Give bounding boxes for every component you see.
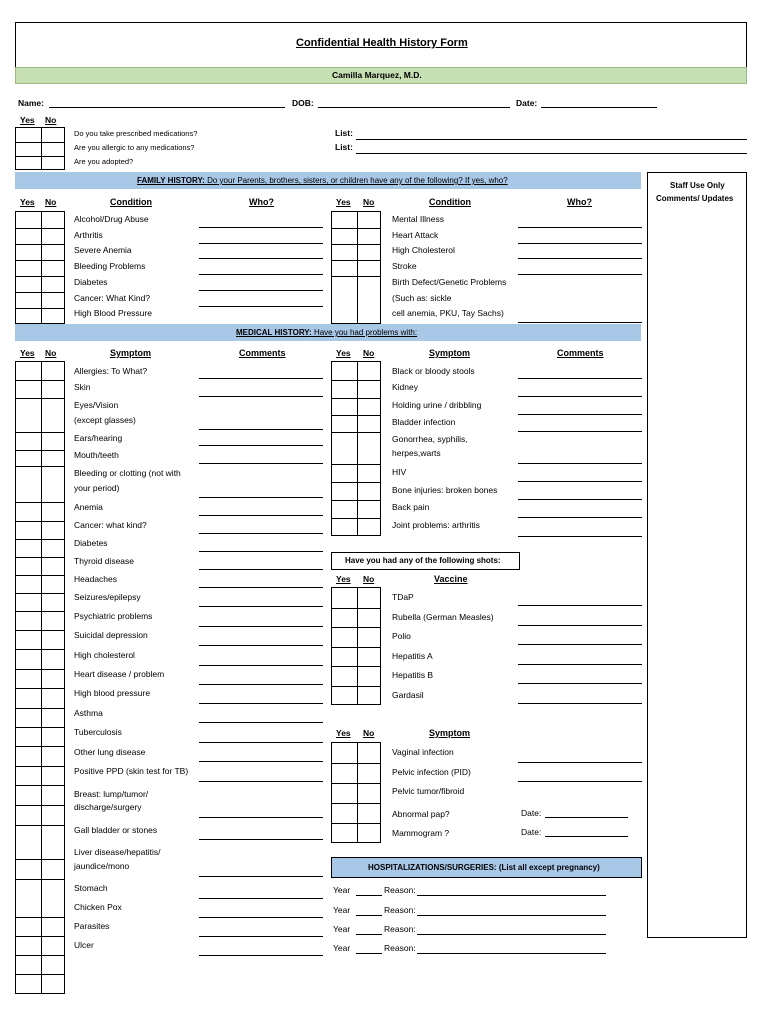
yes-header: Yes xyxy=(336,728,351,738)
allergies-list-field[interactable] xyxy=(356,153,747,154)
vaccine-comment-field[interactable] xyxy=(518,644,642,645)
medical-symptom: Joint problems: arthritis xyxy=(392,520,480,530)
medical-comment-field[interactable] xyxy=(199,722,323,723)
medical-symptom: Positive PPD (skin test for TB) xyxy=(74,766,189,776)
family-who-field[interactable] xyxy=(199,306,323,307)
medical-comment-field[interactable] xyxy=(199,626,323,627)
women-comment-field[interactable] xyxy=(518,781,642,782)
medical-history-heading xyxy=(236,327,417,338)
family-condition: Diabetes xyxy=(74,276,108,287)
family-who-field[interactable] xyxy=(518,243,642,244)
medical-symptom: High cholesterol xyxy=(74,650,135,660)
vaccine-comment-field[interactable] xyxy=(518,625,642,626)
medical-comment-field[interactable] xyxy=(518,431,642,432)
symptom-header: Symptom xyxy=(429,728,471,738)
medical-symptom: Eyes/Vision xyxy=(74,400,119,410)
medical-symptom: Headaches xyxy=(74,574,118,584)
medical-symptom: Gonorrhea, syphilis, xyxy=(392,434,468,444)
year-label: Year xyxy=(333,885,351,895)
no-header: No xyxy=(45,197,57,207)
women-symptom: Vaginal infection xyxy=(392,747,454,757)
medical-symptom: Anemia xyxy=(74,502,103,512)
medical-symptom: Stomach xyxy=(74,883,108,893)
shots-title: Have you had any of the following shots: xyxy=(345,556,501,565)
medical-comment-field[interactable] xyxy=(518,463,642,464)
yes-header: Yes xyxy=(20,197,35,207)
family-who-field[interactable] xyxy=(199,290,323,291)
family-right-checkbox-grid[interactable] xyxy=(331,211,381,324)
medical-comment-field[interactable] xyxy=(518,414,642,415)
medical-symptom: Bleeding or clotting (not with xyxy=(74,468,181,478)
women-symptom: Pelvic tumor/fibroid xyxy=(392,786,465,796)
medical-comment-field[interactable] xyxy=(199,497,323,498)
medical-comment-field[interactable] xyxy=(199,429,323,430)
women-checkbox-grid[interactable] xyxy=(331,742,381,843)
family-condition: Birth Defect/Genetic Problems xyxy=(392,276,507,287)
medical-comment-field[interactable] xyxy=(199,917,323,918)
pap-date-label: Date: xyxy=(521,808,542,818)
vaccine-name: Hepatitis A xyxy=(392,650,433,661)
medical-comment-field[interactable] xyxy=(199,569,323,570)
women-symptom: Abnormal pap? xyxy=(392,808,450,819)
medical-symptom: Bladder infection xyxy=(392,417,456,427)
vaccine-name: Hepatitis B xyxy=(392,670,434,680)
reason-label: Reason: xyxy=(384,943,416,953)
medical-comment-field[interactable] xyxy=(199,665,323,666)
medical-right-checkbox-grid[interactable] xyxy=(331,361,381,536)
family-condition: Bleeding Problems xyxy=(74,261,146,272)
medical-symptom: Diabetes xyxy=(74,538,108,548)
no-header: No xyxy=(363,197,375,207)
year-field[interactable] xyxy=(356,934,382,935)
year-field[interactable] xyxy=(356,895,382,896)
year-label: Year xyxy=(333,943,351,953)
vaccine-name: TDaP xyxy=(392,592,414,602)
family-who-field[interactable] xyxy=(199,243,323,244)
medical-comment-field[interactable] xyxy=(199,742,323,743)
staff-comments-label: Comments/ Updates xyxy=(656,194,734,203)
comments-header: Comments xyxy=(557,348,604,358)
medical-symptom: Black or bloody stools xyxy=(392,366,475,376)
no-header: No xyxy=(363,348,375,358)
medical-comment-field[interactable] xyxy=(518,378,642,379)
family-who-field[interactable] xyxy=(518,227,642,228)
medical-comment-field[interactable] xyxy=(199,533,323,534)
condition-header: Condition xyxy=(429,197,471,207)
medical-symptom: Tuberculosis xyxy=(74,727,122,737)
family-who-field[interactable] xyxy=(199,227,323,228)
medical-symptom: Chicken Pox xyxy=(74,902,122,912)
medical-history-title: MEDICAL HISTORY: xyxy=(236,328,312,337)
intro-question: Do you take prescribed medications? xyxy=(74,129,198,138)
year-field[interactable] xyxy=(356,915,382,916)
medical-comment-field[interactable] xyxy=(199,378,323,379)
vaccine-name: Gardasil xyxy=(392,689,424,700)
vaccine-name: Rubella (German Measles) xyxy=(392,611,494,622)
medical-symptom: Suicidal depression xyxy=(74,630,148,640)
yes-header: Yes xyxy=(20,115,35,125)
year-label: Year xyxy=(333,924,351,934)
name-field[interactable] xyxy=(49,107,285,108)
medical-comment-field[interactable] xyxy=(199,606,323,607)
medical-comment-field[interactable] xyxy=(199,551,323,552)
medical-symptom: discharge/surgery xyxy=(74,802,142,812)
family-who-field[interactable] xyxy=(518,258,642,259)
medical-comment-field[interactable] xyxy=(518,499,642,500)
reason-label: Reason: xyxy=(384,905,416,915)
medical-symptom: Heart disease / problem xyxy=(74,669,165,679)
medical-comment-field[interactable] xyxy=(199,761,323,762)
dob-label: DOB: xyxy=(292,98,314,108)
medical-comment-field[interactable] xyxy=(518,517,642,518)
medical-symptom: High blood pressure xyxy=(74,688,151,698)
no-header: No xyxy=(45,348,57,358)
family-condition: Arthritis xyxy=(74,229,103,240)
medical-symptom: Seizures/epilepsy xyxy=(74,592,141,602)
medical-comment-field[interactable] xyxy=(199,839,323,840)
reason-label: Reason: xyxy=(384,924,416,934)
family-condition: High Cholesterol xyxy=(392,245,455,256)
staff-use-label: Staff Use Only xyxy=(670,181,725,190)
medical-symptom: Asthma xyxy=(74,708,103,718)
comments-header: Comments xyxy=(239,348,286,358)
medical-comment-field[interactable] xyxy=(199,445,323,446)
vaccine-comment-field[interactable] xyxy=(518,703,642,704)
family-condition: Stroke xyxy=(392,261,417,272)
medical-comment-field[interactable] xyxy=(199,515,323,516)
medical-symptom: Allergies: To What? xyxy=(74,366,148,376)
symptom-header: Symptom xyxy=(429,348,471,358)
reason-field[interactable] xyxy=(417,915,606,916)
name-label: Name: xyxy=(18,98,44,108)
medical-symptom: Kidney xyxy=(392,382,418,392)
medical-symptom: Bone injuries: broken bones xyxy=(392,485,498,495)
yes-header: Yes xyxy=(336,348,351,358)
reason-field[interactable] xyxy=(417,934,606,935)
family-condition: Alcohol/Drug Abuse xyxy=(74,214,149,224)
no-header: No xyxy=(363,728,375,738)
hospitalizations-title: HOSPITALIZATIONS/SURGERIES: (List all except pregnancy) xyxy=(368,863,600,872)
family-history-title: FAMILY HISTORY: xyxy=(137,176,205,185)
yes-header: Yes xyxy=(20,348,35,358)
medical-symptom: HIV xyxy=(392,467,407,477)
medical-comment-field[interactable] xyxy=(518,481,642,482)
intro-question: Are you allergic to any medications? xyxy=(74,143,195,152)
women-symptom: Pelvic infection (PID) xyxy=(392,766,471,777)
medical-symptom: your period) xyxy=(74,483,120,493)
pap-date-field[interactable] xyxy=(545,817,628,818)
vaccine-comment-field[interactable] xyxy=(518,605,642,606)
medical-symptom: Holding urine / dribbling xyxy=(392,400,482,410)
medical-left-checkbox-grid[interactable] xyxy=(15,361,65,994)
list-label: List: xyxy=(335,128,353,138)
symptom-header: Symptom xyxy=(110,348,152,358)
form-title: Confidential Health History Form xyxy=(296,37,468,49)
medical-symptom: Thyroid disease xyxy=(74,556,135,566)
mammogram-date-field[interactable] xyxy=(545,836,628,837)
doctor-name: Camilla Marquez, M.D. xyxy=(332,70,422,80)
family-condition: (Such as: sickle xyxy=(392,292,452,303)
intro-checkbox-grid[interactable] xyxy=(15,127,65,170)
vaccine-header: Vaccine xyxy=(434,574,468,584)
medical-comment-field[interactable] xyxy=(199,955,323,956)
medical-symptom: Back pain xyxy=(392,502,430,512)
family-who-field[interactable] xyxy=(199,258,323,259)
list-label: List: xyxy=(335,142,353,152)
family-who-field[interactable] xyxy=(518,322,642,323)
medical-symptom: Parasites xyxy=(74,921,110,931)
medical-symptom: Ears/hearing xyxy=(74,433,123,443)
shots-checkbox-grid[interactable] xyxy=(331,587,381,705)
who-header: Who? xyxy=(249,197,274,207)
family-condition: Heart Attack xyxy=(392,229,439,240)
medical-comment-field[interactable] xyxy=(199,898,323,899)
medical-symptom: Gall bladder or stones xyxy=(74,825,158,835)
date-label: Date: xyxy=(516,98,538,108)
medical-symptom: jaundice/mono xyxy=(74,861,130,871)
women-comment-field[interactable] xyxy=(518,762,642,763)
family-condition: Mental Illness xyxy=(392,214,444,224)
medical-symptom: Psychiatric problems xyxy=(74,611,153,621)
family-who-field[interactable] xyxy=(199,274,323,275)
reason-field[interactable] xyxy=(417,895,606,896)
vaccine-comment-field[interactable] xyxy=(518,683,642,684)
condition-header: Condition xyxy=(110,197,152,207)
vaccine-name: Polio xyxy=(392,631,411,641)
medications-list-field[interactable] xyxy=(356,139,747,140)
mammogram-date-label: Date: xyxy=(521,827,542,837)
medical-symptom: herpes,warts xyxy=(392,448,441,458)
no-header: No xyxy=(363,574,375,584)
staff-use-box xyxy=(647,172,747,938)
who-header: Who? xyxy=(567,197,592,207)
medical-comment-field[interactable] xyxy=(199,645,323,646)
year-label: Year xyxy=(333,905,351,915)
medical-comment-field[interactable] xyxy=(199,463,323,464)
no-header: No xyxy=(45,115,57,125)
family-history-heading xyxy=(137,175,508,186)
yes-header: Yes xyxy=(336,574,351,584)
family-condition: Cancer: What Kind? xyxy=(74,292,151,303)
family-who-field[interactable] xyxy=(518,274,642,275)
medical-comment-field[interactable] xyxy=(199,587,323,588)
medical-symptom: Other lung disease xyxy=(74,747,146,757)
medical-history-question: Have you had problems with: xyxy=(311,328,418,337)
medical-comment-field[interactable] xyxy=(199,781,323,782)
family-condition: Severe Anemia xyxy=(74,245,132,256)
medical-symptom: (except glasses) xyxy=(74,415,136,425)
medical-symptom: Cancer: what kind? xyxy=(74,520,147,530)
family-condition: cell anemia, PKU, Tay Sachs) xyxy=(392,308,504,319)
reason-label: Reason: xyxy=(384,885,416,895)
year-field[interactable] xyxy=(356,953,382,954)
medical-symptom: Skin xyxy=(74,382,91,392)
family-left-checkbox-grid[interactable] xyxy=(15,211,65,324)
medical-comment-field[interactable] xyxy=(518,536,642,537)
medical-symptom: Ulcer xyxy=(74,940,94,950)
intro-question: Are you adopted? xyxy=(74,157,134,166)
family-condition: High Blood Pressure xyxy=(74,308,152,319)
medical-comment-field[interactable] xyxy=(199,396,323,397)
medical-comment-field[interactable] xyxy=(199,684,323,685)
family-history-question: Do your Parents, brothers, sisters, or children have any of the following? If yes, who? xyxy=(204,176,508,185)
medical-comment-field[interactable] xyxy=(199,703,323,704)
dob-field[interactable] xyxy=(318,107,510,108)
reason-field[interactable] xyxy=(417,953,606,954)
medical-comment-field[interactable] xyxy=(199,936,323,937)
medical-comment-field[interactable] xyxy=(518,396,642,397)
medical-symptom: Mouth/teeth xyxy=(74,450,119,460)
vaccine-comment-field[interactable] xyxy=(518,664,642,665)
medical-symptom: Breast: lump/tumor/ xyxy=(74,789,149,799)
medical-comment-field[interactable] xyxy=(199,817,323,818)
medical-comment-field[interactable] xyxy=(199,876,323,877)
medical-symptom: Liver disease/hepatitis/ xyxy=(74,847,161,857)
date-field[interactable] xyxy=(541,107,657,108)
yes-header: Yes xyxy=(336,197,351,207)
women-symptom: Mammogram ? xyxy=(392,828,450,838)
